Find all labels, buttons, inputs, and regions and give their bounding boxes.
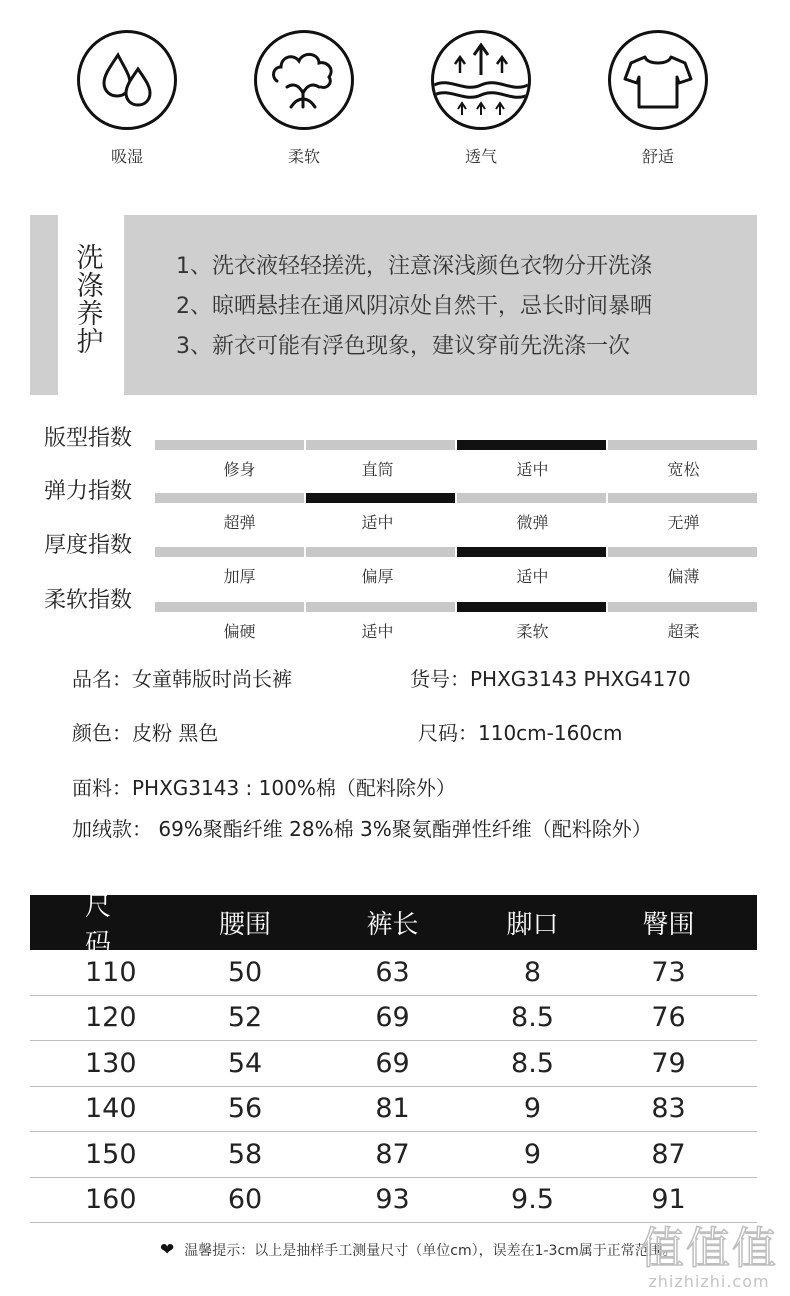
table-cell: 140 bbox=[85, 1093, 137, 1125]
watermark bbox=[640, 1212, 778, 1291]
index-segment bbox=[608, 493, 757, 503]
table-cell: 160 bbox=[85, 1184, 137, 1216]
feature-breathable bbox=[431, 30, 531, 167]
index-scale bbox=[155, 602, 757, 612]
care-line: 2、晾晒悬挂在通风阴凉处自然干，忌长时间暴晒 bbox=[176, 294, 652, 319]
table-cell: 8 bbox=[523, 956, 542, 988]
index-segment bbox=[306, 602, 455, 612]
index-scale bbox=[155, 440, 757, 450]
product-fabric: 面料：PHXG3143 : 100%棉（配料除外） bbox=[72, 776, 456, 800]
index-segment bbox=[155, 547, 304, 557]
index-segment bbox=[155, 602, 304, 612]
index-option: 超柔 bbox=[667, 622, 700, 641]
index-segment bbox=[457, 602, 606, 612]
table-cell: 56 bbox=[227, 1093, 263, 1125]
watermark-url: zhizhizhi.com bbox=[648, 1272, 770, 1291]
product-size-range: 尺码：110cm-160cm bbox=[418, 721, 623, 745]
table-cell: 73 bbox=[651, 956, 686, 988]
index-option: 微弹 bbox=[516, 513, 549, 532]
index-option: 修身 bbox=[223, 460, 256, 479]
index-option: 适中 bbox=[361, 622, 394, 641]
care-side-bar bbox=[30, 215, 58, 395]
index-option: 适中 bbox=[516, 460, 549, 479]
table-cell: 63 bbox=[375, 956, 410, 988]
table-cell: 69 bbox=[375, 1047, 410, 1079]
index-option: 无弹 bbox=[667, 513, 700, 532]
table-cell: 60 bbox=[227, 1184, 263, 1216]
heart-icon: ❤ bbox=[160, 1240, 175, 1260]
index-fit bbox=[0, 421, 790, 479]
index-segment bbox=[457, 440, 606, 450]
index-segment bbox=[608, 440, 757, 450]
index-segment bbox=[306, 547, 455, 557]
feature-label: 柔软 bbox=[287, 147, 320, 166]
index-softness bbox=[0, 583, 790, 641]
product-color: 颜色：皮粉 黑色 bbox=[72, 721, 219, 745]
feature-soft bbox=[254, 30, 354, 167]
feature-comfort bbox=[608, 30, 708, 167]
header-cell: 脚口 bbox=[506, 910, 559, 940]
index-option: 柔软 bbox=[516, 622, 549, 641]
table-cell: 110 bbox=[85, 956, 137, 988]
table-cell: 50 bbox=[227, 956, 263, 988]
table-cell: 9 bbox=[523, 1093, 542, 1125]
table-cell: 69 bbox=[375, 1002, 410, 1034]
index-option: 适中 bbox=[361, 513, 394, 532]
index-segment bbox=[457, 547, 606, 557]
index-thickness bbox=[0, 528, 790, 586]
index-scale bbox=[155, 547, 757, 557]
size-table-body bbox=[30, 950, 757, 1223]
feature-label: 舒适 bbox=[641, 147, 674, 166]
table-cell: 87 bbox=[651, 1138, 686, 1170]
index-name: 弹力指数 bbox=[44, 479, 133, 504]
table-cell: 8.5 bbox=[511, 1002, 554, 1034]
header-cell: 裤长 bbox=[366, 910, 419, 940]
breathable-arrows-icon bbox=[431, 30, 531, 130]
table-cell: 83 bbox=[651, 1093, 686, 1125]
table-row bbox=[30, 996, 757, 1042]
index-segment bbox=[155, 493, 304, 503]
care-title: 洗 涤 养 护 bbox=[76, 243, 104, 358]
index-segment bbox=[608, 602, 757, 612]
water-drops-icon bbox=[77, 30, 177, 130]
table-cell: 54 bbox=[227, 1047, 263, 1079]
watermark-logo: 值值值 bbox=[640, 1223, 778, 1274]
header-cell: 尺码 bbox=[85, 891, 112, 959]
header-cell: 腰围 bbox=[218, 910, 271, 940]
tshirt-icon bbox=[608, 30, 708, 130]
care-line: 1、洗衣液轻轻搓洗，注意深浅颜色衣物分开洗涤 bbox=[176, 254, 652, 279]
index-option: 直筒 bbox=[361, 460, 394, 479]
index-option: 超弹 bbox=[223, 513, 256, 532]
table-cell: 150 bbox=[85, 1138, 137, 1170]
table-row bbox=[30, 1087, 757, 1133]
table-cell: 130 bbox=[85, 1047, 137, 1079]
index-option: 偏硬 bbox=[223, 622, 256, 641]
index-scale bbox=[155, 493, 757, 503]
feature-label: 吸湿 bbox=[110, 147, 143, 166]
table-row bbox=[30, 1132, 757, 1178]
footnote bbox=[160, 1240, 677, 1260]
size-table-header bbox=[30, 891, 757, 959]
index-option: 宽松 bbox=[667, 460, 700, 479]
index-segment bbox=[306, 493, 455, 503]
product-sku: 货号：PHXG3143 PHXG4170 bbox=[410, 667, 691, 691]
table-row bbox=[30, 1041, 757, 1087]
table-row bbox=[30, 950, 757, 996]
table-cell: 93 bbox=[375, 1184, 410, 1216]
index-option: 适中 bbox=[516, 567, 549, 586]
feature-label: 透气 bbox=[464, 147, 497, 166]
care-instructions bbox=[124, 215, 757, 395]
index-elasticity bbox=[0, 474, 790, 532]
table-cell: 9.5 bbox=[511, 1184, 554, 1216]
header-cell: 臀围 bbox=[642, 910, 695, 940]
product-fleece-fabric: 加绒款： 69%聚酯纤维 28%棉 3%聚氨酯弹性纤维（配料除外） bbox=[72, 817, 652, 841]
table-cell: 8.5 bbox=[511, 1047, 554, 1079]
index-segment bbox=[457, 493, 606, 503]
footnote-text: 温馨提示：以上是抽样手工测量尺寸（单位cm），误差在1-3cm属于正常范围。 bbox=[184, 1243, 677, 1259]
table-cell: 120 bbox=[85, 1002, 137, 1034]
index-name: 版型指数 bbox=[44, 426, 133, 451]
index-option: 偏厚 bbox=[361, 567, 394, 586]
table-cell: 76 bbox=[651, 1002, 686, 1034]
index-name: 厚度指数 bbox=[44, 533, 133, 558]
table-cell: 9 bbox=[523, 1138, 542, 1170]
feature-moisture bbox=[77, 30, 177, 167]
cotton-icon bbox=[254, 30, 354, 130]
index-segment bbox=[306, 440, 455, 450]
table-cell: 79 bbox=[651, 1047, 686, 1079]
table-cell: 81 bbox=[375, 1093, 410, 1125]
index-name: 柔软指数 bbox=[44, 588, 133, 613]
index-option: 加厚 bbox=[223, 567, 256, 586]
table-cell: 52 bbox=[227, 1002, 263, 1034]
size-table bbox=[30, 891, 757, 1223]
care-line: 3、新衣可能有浮色现象，建议穿前先洗涤一次 bbox=[176, 334, 630, 359]
index-segment bbox=[608, 547, 757, 557]
table-cell: 91 bbox=[651, 1184, 686, 1216]
product-name: 品名：女童韩版时尚长裤 bbox=[72, 667, 292, 691]
table-cell: 58 bbox=[227, 1138, 263, 1170]
table-cell: 87 bbox=[375, 1138, 410, 1170]
index-segment bbox=[155, 440, 304, 450]
index-option: 偏薄 bbox=[667, 567, 700, 586]
